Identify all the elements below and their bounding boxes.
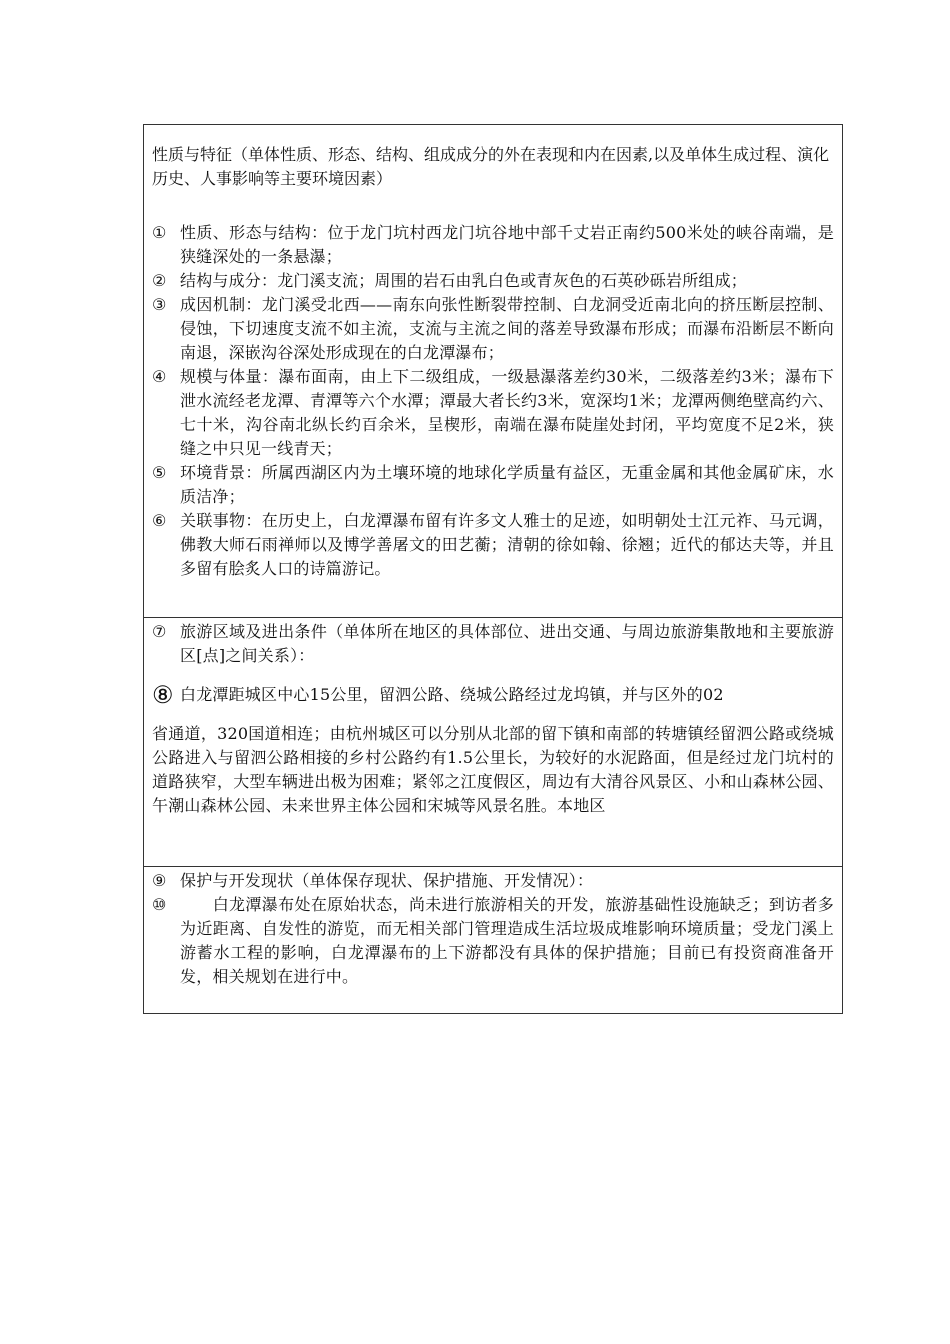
list-item xyxy=(152,221,834,269)
item-number: ⑥ xyxy=(152,511,167,530)
item-number: ② xyxy=(152,271,167,290)
section-header-row xyxy=(152,620,834,668)
list-item xyxy=(152,293,834,365)
spacer xyxy=(152,710,834,722)
item-number: ⑧ xyxy=(152,681,174,709)
section-header-row xyxy=(152,869,834,893)
item-number: ⑩ xyxy=(152,895,167,914)
item-text: 规模与体量：瀑布面南，由上下二级组成，一级悬瀑落差约30米，二级落差约3米；瀑布下泄水流经老龙潭、青潭等六个水潭；潭最大者长约3米，宽深均1米；龙潭两侧绝壁高约六、七十米，沟谷南北纵长约百余米，呈楔形，南端在瀑布陡崖处封闭，平均宽度不足2米，狭缝之中只见一线青天； xyxy=(180,367,834,458)
list-item xyxy=(152,893,834,989)
item-number: ⑤ xyxy=(152,463,167,482)
list-item xyxy=(152,365,834,461)
list-item xyxy=(152,269,834,293)
list-item xyxy=(152,509,834,581)
item-number: ④ xyxy=(152,367,167,386)
item-text: 成因机制：龙门溪受北西——南东向张性断裂带控制、白龙洞受近南北向的挤压断层控制、侵蚀，下切速度支流不如主流，支流与主流之间的落差导致瀑布形成；而瀑布沿断层不断向南退，深嵌沟谷深处形成现在的白龙潭瀑布； xyxy=(180,295,834,362)
section-nature-features xyxy=(144,125,842,618)
item-text: 性质、形态与结构：位于龙门坑村西龙门坑谷地中部千丈岩正南约500米处的峡谷南端，是狭缝深处的一条悬瀑； xyxy=(180,223,834,266)
resource-table xyxy=(143,124,843,1014)
item-number: ① xyxy=(152,223,167,242)
item-text-first-line: 白龙潭距城区中心15公里，留泗公路、绕城公路经过龙坞镇，并与区外的02 xyxy=(180,685,724,704)
spacer xyxy=(152,668,834,680)
item-text: 关联事物：在历史上，白龙潭瀑布留有许多文人雅士的足迹，如明朝处士江元祚、马元调，佛教大师石雨禅师以及博学善屠文的田艺蘅；清朝的徐如翰、徐翘；近代的郁达夫等，并且多留有脍炙人口的诗篇游记。 xyxy=(180,511,834,578)
section-protection-development xyxy=(144,867,842,1013)
item-number: ③ xyxy=(152,295,167,314)
section-header: 性质与特征（单体性质、形态、结构、组成成分的外在表现和内在因素,以及单体生成过程、演化历史、人事影响等主要环境因素） xyxy=(152,145,830,188)
spacer xyxy=(152,207,834,221)
item-number: ⑦ xyxy=(152,622,167,641)
section-tourism-access xyxy=(144,618,842,867)
item-text: 环境背景：所属西湖区内为土壤环境的地球化学质量有益区，无重金属和其他金属矿床，水质洁净； xyxy=(180,463,834,506)
section-header: 旅游区域及进出条件（单体所在地区的具体部位、进出交通、与周边旅游集散地和主要旅游区[点]之间关系）： xyxy=(180,622,834,665)
item-text: 白龙潭瀑布处在原始状态，尚未进行旅游相关的开发，旅游基础性设施缺乏；到访者多为近距离、自发性的游览，而无相关部门管理造成生活垃圾成堆影响环境质量；受龙门溪上游蓄水工程的影响，白龙潭瀑布的上下游都没有具体的保护措施；目前已有投资商准备开发，相关规划在进行中。 xyxy=(180,895,834,986)
item-text-continued: 省通道，320国道相连；由杭州城区可以分别从北部的留下镇和南部的转塘镇经留泗公路或绕城公路进入与留泗公路相接的乡村公路约有1.5公里长，为较好的水泥路面，但是经过龙门坑村的道路狭窄，大型车辆进出极为困难；紧邻之江度假区，周边有大清谷风景区、小和山森林公园、午潮山森林公园、未来世界主体公园和宋城等风景名胜。本地区 xyxy=(152,724,834,815)
list-item xyxy=(152,461,834,509)
section-header: 保护与开发现状（单体保存现状、保护措施、开发情况）： xyxy=(180,871,594,890)
item-text: 结构与成分：龙门溪支流；周围的岩石由乳白色或青灰色的石英砂砾岩所组成； xyxy=(180,271,748,290)
item-number: ⑨ xyxy=(152,871,167,890)
list-item xyxy=(152,680,834,710)
